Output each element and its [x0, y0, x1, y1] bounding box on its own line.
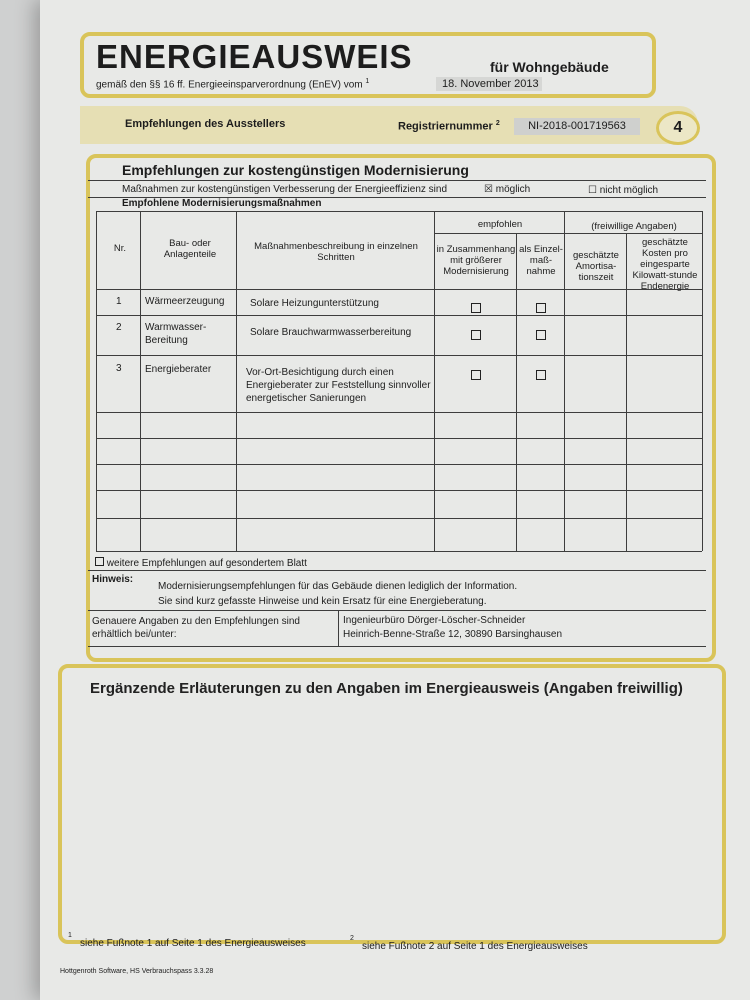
registration-label [398, 120, 500, 133]
col-description: Maßnahmenbeschreibung in einzelnen Schritten [254, 241, 418, 263]
section-label: Empfehlungen des Ausstellers [125, 118, 286, 130]
row-2-single-checkbox [536, 330, 546, 340]
supplementary-title: Ergänzende Erläuterungen zu den Angaben im Energieausweis (Angaben freiwillig) [90, 680, 683, 697]
legal-footnote-mark: 1 [365, 78, 370, 85]
note-line-1: Modernisierungsempfehlungen für das Gebäude dienen lediglich der Information. [158, 581, 518, 592]
details-divider [338, 611, 339, 647]
more-recommendations-label: weitere Empfehlungen auf gesondertem Blatt [106, 558, 307, 569]
row-3-component: Energieberater [145, 364, 212, 375]
option-not-possible [588, 185, 658, 196]
row-1-description: Solare Heizungunterstützung [250, 298, 379, 309]
provider-address: Heinrich-Benne-Straße 12, 30890 Barsinghausen [343, 629, 563, 640]
legal-basis [96, 78, 369, 90]
registration-footnote-mark: 2 [495, 120, 500, 127]
divider [88, 610, 706, 611]
col-voluntary-group: (freiwillige Angaben) [591, 221, 677, 232]
document-subtitle: für Wohngebäude [490, 59, 609, 75]
note-line-2: Sie sind kurz gefasste Hinweise und kein Ersatz für eine Energieberatung. [158, 596, 487, 607]
divider [88, 646, 706, 647]
software-credit: Hottgenroth Software, HS Verbrauchspass 3.3.28 [60, 968, 214, 975]
row-2-component: Warmwasser-Bereitung [145, 322, 207, 346]
not-possible-checkbox: ☐ [588, 185, 597, 196]
enev-date: 18. November 2013 [436, 77, 542, 91]
registration-label-text: Registriernummer [398, 120, 493, 133]
footnote-1: siehe Fußnote 1 auf Seite 1 des Energieausweises [80, 938, 306, 949]
footnote-1-mark: 1 [68, 932, 72, 939]
row-2-in-context-checkbox [471, 330, 481, 340]
col-recommended-group: empfohlen [477, 219, 523, 230]
document-title: ENERGIEAUSWEIS [96, 38, 413, 75]
divider [88, 180, 706, 181]
table-caption: Empfohlene Modernisierungsmaßnahmen [122, 198, 322, 209]
table-top-line [96, 211, 702, 212]
row-2-description: Solare Brauchwarmwasserbereitung [250, 327, 412, 338]
row-2-nr: 2 [116, 322, 122, 333]
page-number-badge: 4 [656, 111, 700, 145]
more-recommendations [95, 557, 307, 569]
col-in-context: in Zusammenhang mit größerer Modernisierung [436, 244, 516, 277]
measures-question: Maßnahmen zur kostengünstigen Verbesserung der Energieeffizienz sind [122, 184, 448, 195]
row-1-component: Wärmeerzeugung [145, 296, 225, 307]
recommendations-title: Empfehlungen zur kostengünstigen Modernisierung [122, 162, 469, 178]
col-single: als Einzel-maß-nahme [519, 244, 563, 277]
row-1-in-context-checkbox [471, 303, 481, 313]
option-not-possible-label: nicht möglich [599, 185, 659, 196]
row-1-nr: 1 [116, 296, 122, 307]
col-cost: geschätzte Kosten pro eingesparte Kilowatt-stunde Endenergie [632, 237, 698, 292]
footnote-2: siehe Fußnote 2 auf Seite 1 des Energieausweises [362, 941, 588, 952]
note-label: Hinweis: [92, 574, 134, 585]
col-component: Bau- oder Anlagenteile [163, 238, 217, 260]
option-possible [484, 184, 530, 195]
footnote-2-mark: 2 [350, 935, 354, 942]
details-label: Genauere Angaben zu den Empfehlungen sind erhältlich bei/unter: [92, 616, 300, 640]
divider [88, 570, 706, 571]
row-3-in-context-checkbox [471, 370, 481, 380]
provider-name: Ingenieurbüro Dörger-Löscher-Schneider [343, 615, 526, 626]
col-amortization: geschätzte Amortisa-tionszeit [573, 250, 619, 283]
col-nr: Nr. [113, 243, 127, 254]
possible-checkbox-checked: ☒ [484, 184, 493, 195]
row-3-nr: 3 [116, 363, 122, 374]
row-1-single-checkbox [536, 303, 546, 313]
supplementary-frame [58, 664, 726, 944]
registration-number: NI-2018-001719563 [514, 118, 640, 135]
more-recommendations-checkbox [95, 557, 104, 566]
legal-basis-text: gemäß den §§ 16 ff. Energieeinsparverordnung (EnEV) vom [96, 79, 363, 91]
row-3-single-checkbox [536, 370, 546, 380]
row-3-description: Vor-Ort-Besichtigung durch einen Energieberater zur Feststellung sinnvoller energetischer Sanierungen [246, 367, 431, 404]
option-possible-label: möglich [495, 184, 531, 195]
